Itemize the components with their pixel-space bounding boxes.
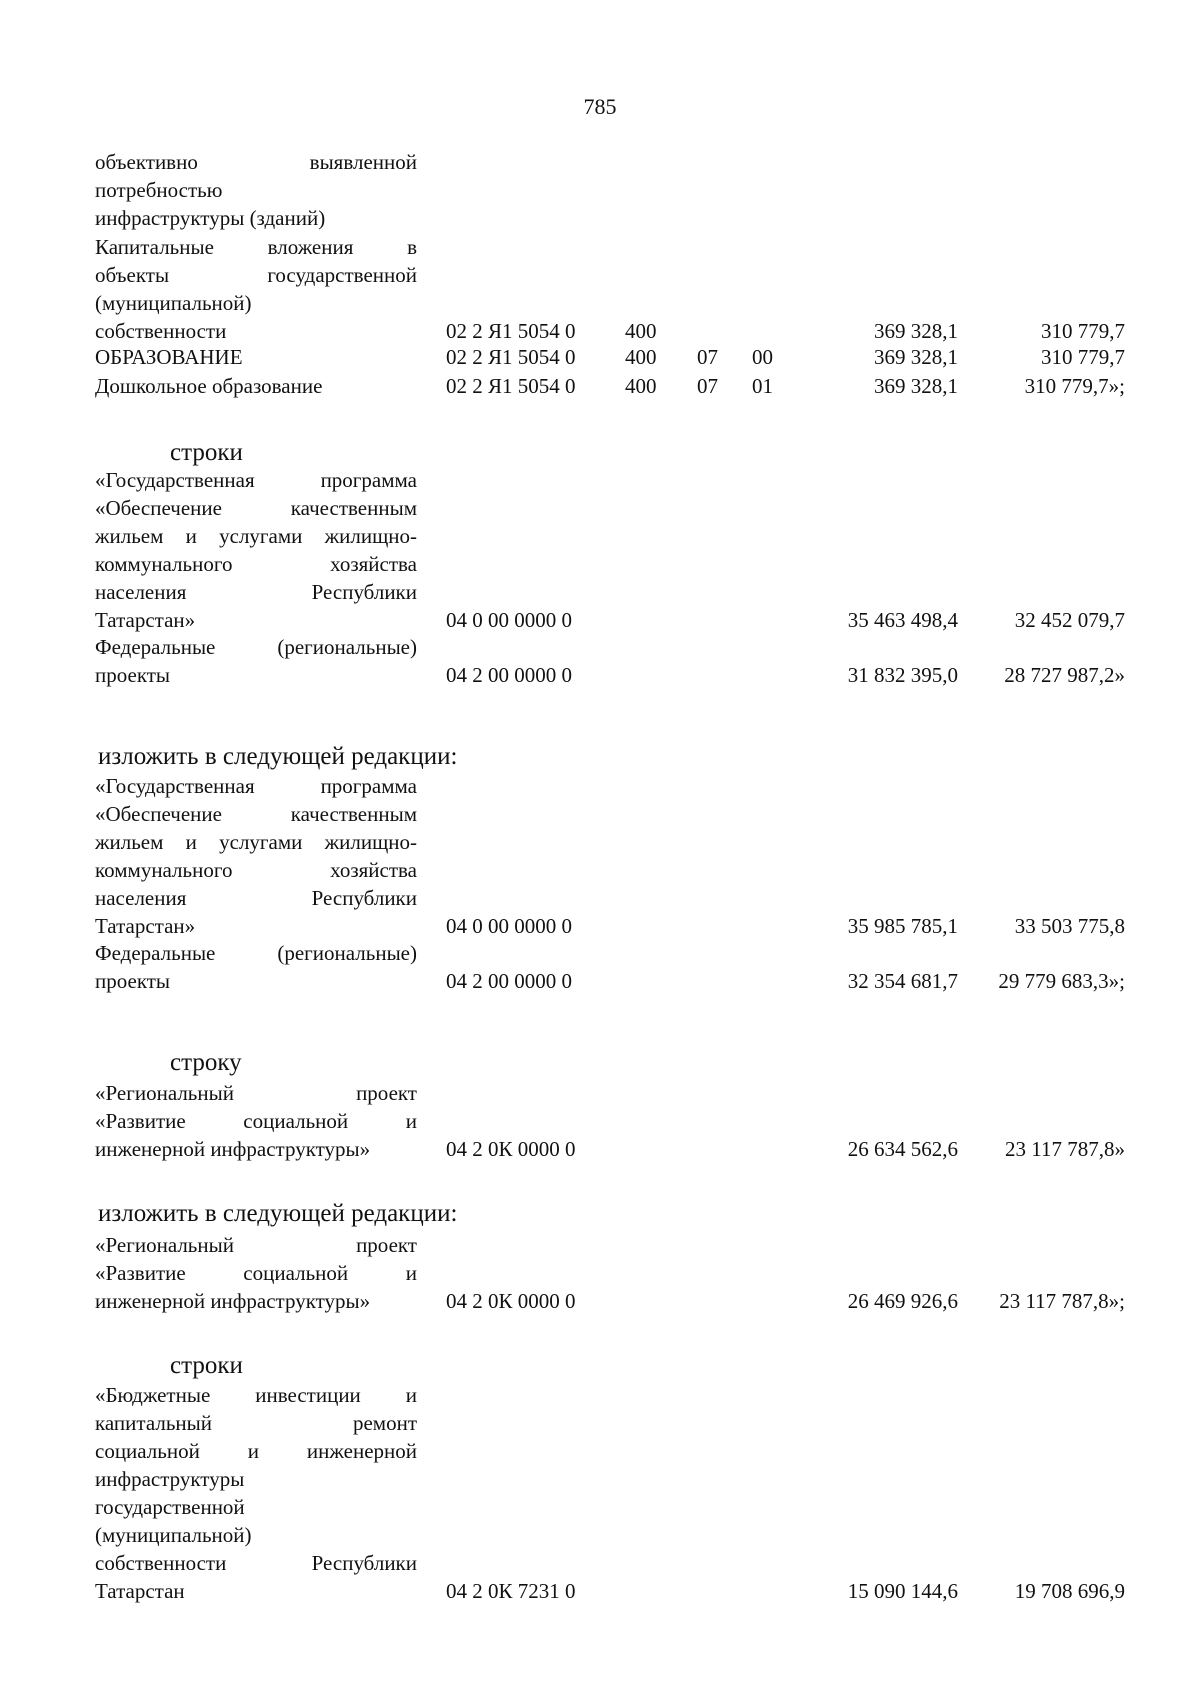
- cell-sum2: 310 779,7»;: [1024, 374, 1125, 398]
- row-name: [95, 372, 417, 400]
- row-name-line: «Обеспечение качественным: [95, 496, 417, 520]
- row-name-line: социальной и инженерной: [95, 1439, 417, 1463]
- row-name-line: Дошкольное образование: [95, 374, 323, 398]
- cell-sum1: 15 090 144,6: [847, 1579, 958, 1603]
- cell-cs: 04 2 0К 7231 0: [446, 1579, 576, 1603]
- row-name-line: Татарстан»: [95, 608, 196, 632]
- row-name: [95, 939, 417, 995]
- cell-sum1: 369 328,1: [874, 374, 958, 398]
- row-name-line: ОБРАЗОВАНИЕ: [95, 345, 243, 369]
- section-intro: строку: [170, 1049, 242, 1076]
- row-name-line: коммунального хозяйства: [95, 858, 417, 882]
- cell-sum2: 23 117 787,8»;: [999, 1289, 1125, 1313]
- row-name: [95, 148, 417, 232]
- row-name-line: «Бюджетные инвестиции и: [95, 1383, 417, 1407]
- cell-cs: 04 2 00 0000 0: [446, 663, 572, 687]
- row-name-line: проекты: [95, 663, 171, 687]
- row-name-line: инфраструктуры (зданий): [95, 206, 326, 230]
- cell-sum2: 23 117 787,8»: [1005, 1137, 1125, 1161]
- cell-vr: 400: [625, 319, 657, 343]
- cell-sum2: 33 503 775,8: [1014, 914, 1125, 938]
- cell-sum2: 32 452 079,7: [1014, 608, 1125, 632]
- cell-pr: 01: [752, 374, 773, 398]
- cell-cs: 02 2 Я1 5054 0: [446, 374, 576, 398]
- row-name-line: «Региональный проект: [95, 1233, 417, 1257]
- row-name-line: государственной: [95, 1495, 245, 1519]
- row-name-line: коммунального хозяйства: [95, 552, 417, 576]
- row-name-line: инфраструктуры: [95, 1467, 245, 1491]
- row-name-line: объективно выявленной: [95, 150, 417, 174]
- section-intro: изложить в следующей редакции:: [98, 1200, 458, 1227]
- cell-rz: 07: [697, 374, 718, 398]
- section-intro: строки: [170, 1352, 243, 1379]
- row-name-line: Федеральные (региональные): [95, 635, 417, 659]
- row-name-line: (муниципальной): [95, 1523, 252, 1547]
- page-number: 785: [583, 94, 617, 119]
- section-intro: изложить в следующей редакции:: [98, 743, 458, 770]
- cell-sum1: 35 985 785,1: [847, 914, 958, 938]
- row-name-line: потребностью: [95, 178, 223, 202]
- cell-sum2: 28 727 987,2»: [1004, 663, 1125, 687]
- cell-sum1: 32 354 681,7: [847, 969, 958, 993]
- cell-vr: 400: [625, 374, 657, 398]
- cell-sum1: 26 634 562,6: [847, 1137, 958, 1161]
- row-name: [95, 1381, 417, 1605]
- row-name-line: «Развитие социальной и: [95, 1261, 417, 1285]
- cell-sum1: 35 463 498,4: [847, 608, 958, 632]
- row-name-line: жильем и услугами жилищно-: [95, 830, 417, 854]
- cell-cs: 04 2 0К 0000 0: [446, 1137, 576, 1161]
- cell-sum2: 310 779,7: [1041, 319, 1125, 343]
- row-name-line: «Государственная программа: [95, 774, 417, 798]
- row-name-line: жильем и услугами жилищно-: [95, 524, 417, 548]
- cell-sum1: 369 328,1: [874, 319, 958, 343]
- row-name-line: населения Республики: [95, 886, 417, 910]
- row-name: [95, 233, 417, 345]
- row-name-line: собственности Республики: [95, 1551, 417, 1575]
- cell-rz: 07: [697, 345, 718, 369]
- row-name-line: населения Республики: [95, 580, 417, 604]
- cell-cs: 04 0 00 0000 0: [446, 914, 572, 938]
- cell-cs: 02 2 Я1 5054 0: [446, 319, 576, 343]
- row-name-line: (муниципальной): [95, 291, 252, 315]
- cell-sum1: 31 832 395,0: [847, 663, 958, 687]
- row-name-line: инженерной инфраструктуры»: [95, 1289, 371, 1313]
- row-name: [95, 633, 417, 689]
- cell-sum2: 310 779,7: [1041, 345, 1125, 369]
- row-name-line: объекты государственной: [95, 263, 417, 287]
- row-name-line: проекты: [95, 969, 171, 993]
- cell-cs: 04 2 00 0000 0: [446, 969, 572, 993]
- row-name-line: «Развитие социальной и: [95, 1109, 417, 1133]
- row-name: [95, 1231, 417, 1315]
- cell-pr: 00: [752, 345, 773, 369]
- row-name-line: Татарстан»: [95, 914, 196, 938]
- row-name-line: «Региональный проект: [95, 1081, 417, 1105]
- row-name-line: «Обеспечение качественным: [95, 802, 417, 826]
- cell-vr: 400: [625, 345, 657, 369]
- row-name: [95, 772, 417, 940]
- section-intro: строки: [170, 439, 243, 466]
- row-name: [95, 1079, 417, 1163]
- row-name-line: «Государственная программа: [95, 468, 417, 492]
- cell-sum1: 26 469 926,6: [847, 1289, 958, 1313]
- row-name: [95, 343, 417, 371]
- row-name-line: Федеральные (региональные): [95, 941, 417, 965]
- row-name-line: инженерной инфраструктуры»: [95, 1137, 371, 1161]
- cell-sum1: 369 328,1: [874, 345, 958, 369]
- row-name-line: Татарстан: [95, 1579, 185, 1603]
- row-name-line: капитальный ремонт: [95, 1411, 417, 1435]
- cell-cs: 02 2 Я1 5054 0: [446, 345, 576, 369]
- row-name-line: Капитальные вложения в: [95, 235, 417, 259]
- row-name: [95, 466, 417, 634]
- cell-cs: 04 2 0К 0000 0: [446, 1289, 576, 1313]
- cell-sum2: 19 708 696,9: [1014, 1579, 1125, 1603]
- cell-sum2: 29 779 683,3»;: [998, 969, 1125, 993]
- cell-cs: 04 0 00 0000 0: [446, 608, 572, 632]
- row-name-line: собственности: [95, 319, 227, 343]
